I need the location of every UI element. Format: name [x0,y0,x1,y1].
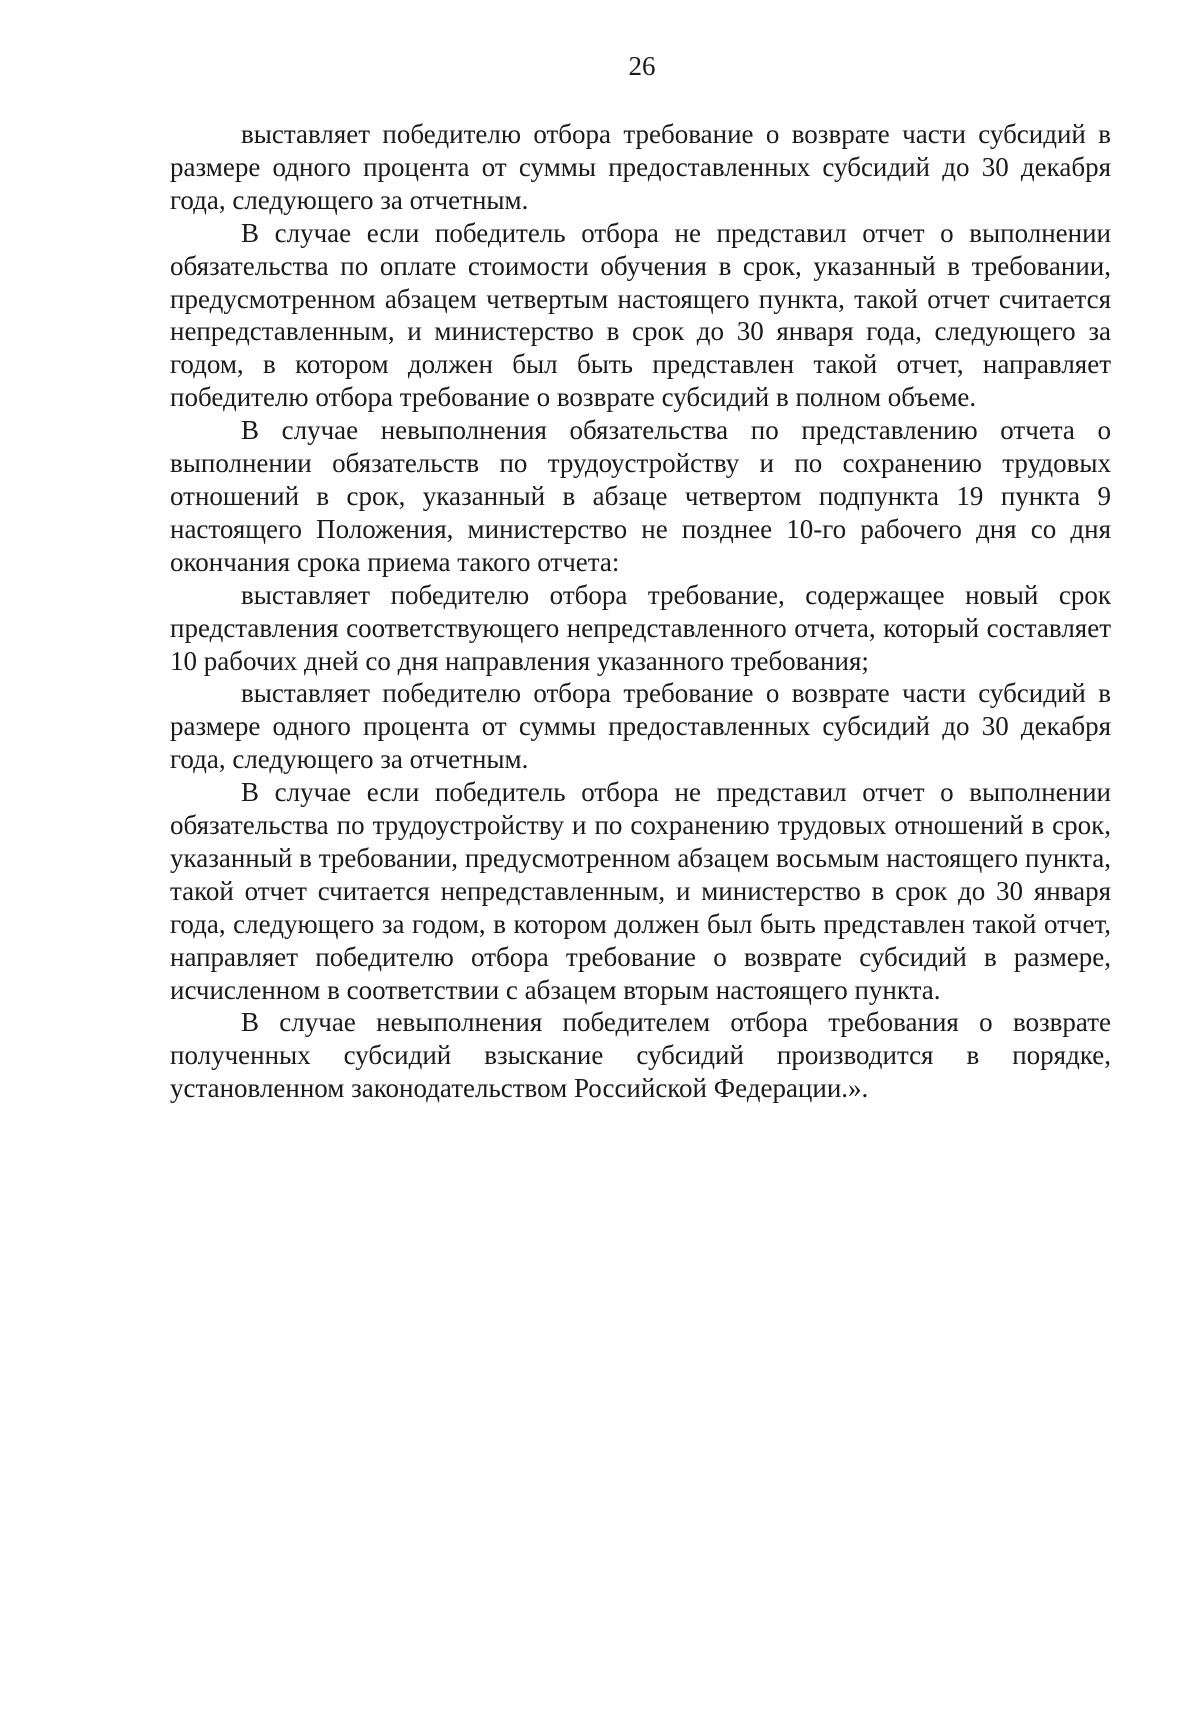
page-number: 26 [628,51,656,81]
document-body [170,118,1111,1105]
paragraph-1: выставляет победителю отбора требование о возврате части субсидий в размере одного процента от суммы предоставленных субсидий до 30 декабря года, следующего за отчетным. [170,119,1111,215]
paragraph-5: выставляет победителю отбора требование о возврате части субсидий в размере одного процента от суммы предоставленных субсидий до 30 декабря года, следующего за отчетным. [170,678,1111,775]
paragraph-7: В случае невыполнения победителем отбора требования о возврате полученных субсидий взыскание субсидий производится в порядке, установленном законодательством Российской Федерации.». [170,1007,1111,1104]
paragraph-3: В случае невыполнения обязательства по представлению отчета о выполнении обязательств по трудоустройству и по сохранению трудовых отношений в срок, указанный в абзаце четвертом подпункта 19 пункта 9 настоящего Положения, министерство не позднее 10-го рабочего дня со дня окончания срока приема такого отчета: [170,415,1111,577]
paragraph-2: В случае если победитель отбора не представил отчет о выполнении обязательства по оплате стоимости обучения в срок, указанный в требовании, предусмотренном абзацем четвертым настоящего пункта, такой отчет считается непредставленным, и министерство в срок до 30 января года, следующего за годом, в котором должен был быть представлен такой отчет, направляет победителю отбора требование о возврате субсидий в полном объеме. [170,217,1111,413]
paragraph-6: В случае если победитель отбора не представил отчет о выполнении обязательства по трудоустройству и по сохранению трудовых отношений в срок, указанный в требовании, предусмотренном абзацем восьмым настоящего пункта, такой отчет считается непредставленным, и министерство в срок до 30 января года, следующего за годом, в котором должен был быть представлен такой отчет, направляет победителю отбора требование о возврате субсидий в размере, исчисленном в соответствии с абзацем вторым настоящего пункта. [170,777,1111,1005]
paragraph-4: выставляет победителю отбора требование, содержащее новый срок представления соответствующего непредставленного отчета, который составляет 10 рабочих дней со дня направления указанного требования; [170,579,1111,676]
